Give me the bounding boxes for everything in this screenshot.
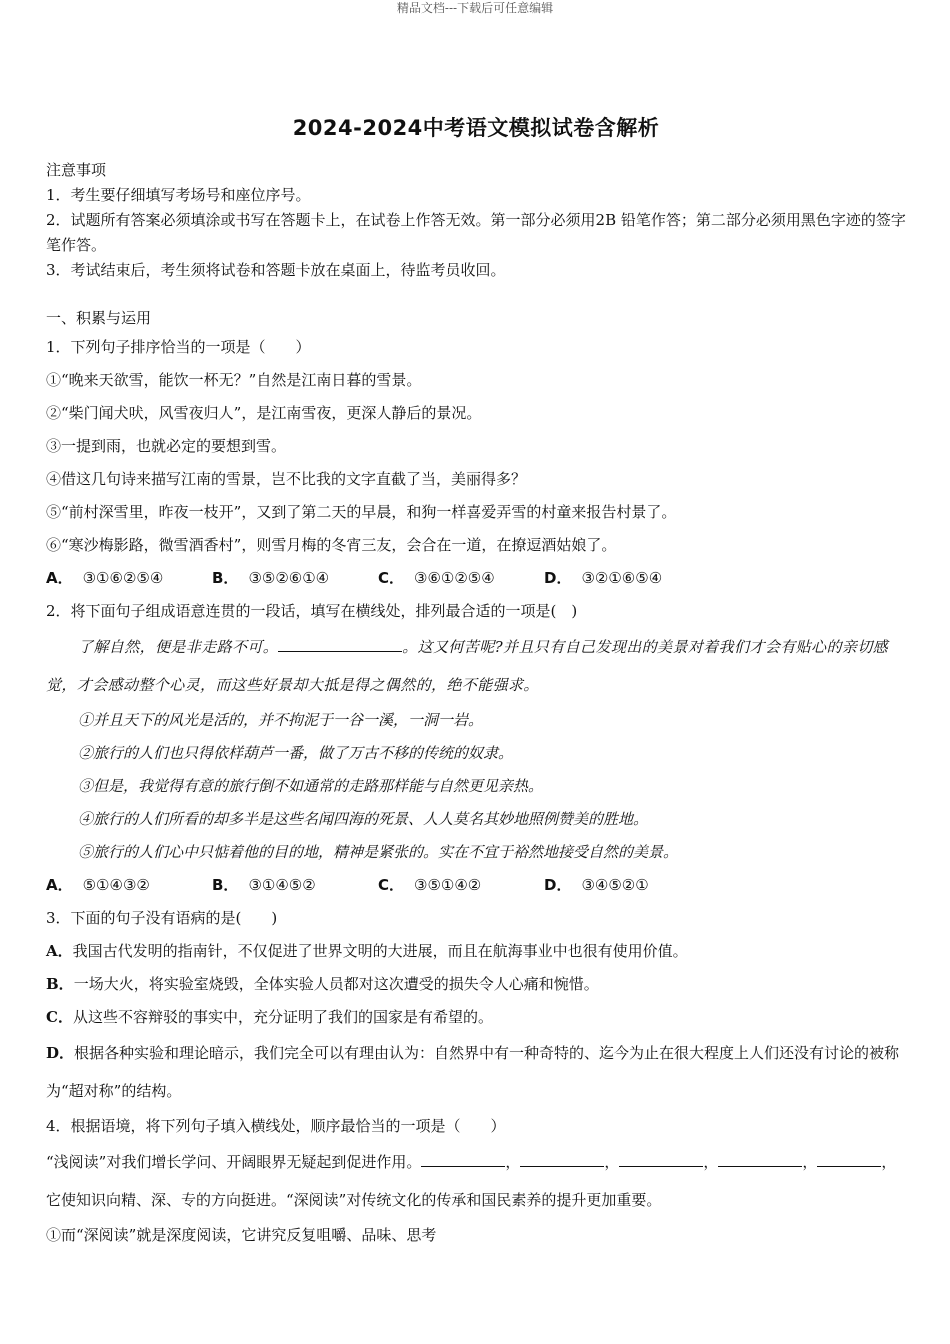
question-1-sentence: ③一提到雨，也就必定的要想到雪。 <box>46 437 287 455</box>
passage-text: 了解自然，便是非走路不可。 <box>78 638 279 656</box>
question-1-sentence: ①“晚来天欲雪，能饮一杯无？”自然是江南日暮的雪景。 <box>46 371 422 389</box>
question-1-sentence: ②“柴门闻犬吠，风雪夜归人”，是江南雪夜，更深人静后的景况。 <box>46 404 482 422</box>
answer-blank[interactable] <box>278 637 402 652</box>
header-note: 精品文档---下载后可任意编辑 <box>396 1 554 15</box>
question-2-passage <box>46 628 906 704</box>
question-4-passage: “浅阅读”对我们增长学问、开阔眼界无疑起到促进作用。 ， ， ， ， ，它使知识向精、深、专的方向挺进。“深阅读”对传统文化的传承和国民素养的提升更加重要。 <box>46 1153 897 1209</box>
answer-blank[interactable] <box>817 1152 861 1167</box>
option-b[interactable]: B．一场大火，将实验室烧毁，全体实验人员都对这次遭受的损失令人心痛和惋惜。 <box>46 975 599 993</box>
question-1-options <box>46 562 906 595</box>
notice-item: 3．考试结束后，考生须将试卷和答题卡放在桌面上，待监考员收回。 <box>46 261 506 279</box>
question-2-stem: 2．将下面句子组成语意连贯的一段话，填写在横线处，排列最合适的一项是( ) <box>46 602 578 620</box>
question-1-sentence: ⑤“前村深雪里，昨夜一枝开”，又到了第二天的早晨，和狗一样喜爱弄雪的村童来报告村景了。 <box>46 503 677 521</box>
passage-text: ，它使知识向精、深、专的方向挺进。“深阅读”对传统文化的传承和国民素养的提升更加重要。 <box>46 1153 897 1209</box>
question-3-stem: 3．下面的句子没有语病的是( ) <box>46 909 278 927</box>
option-d[interactable]: D． ③④⑤②① <box>544 876 649 894</box>
option-d[interactable]: D．根据各种实验和理论暗示，我们完全可以有理由认为：自然界中有一种奇特的、迄今为止在很大程度上人们还没有讨论的被称为“超对称”的结构。 <box>46 1044 900 1100</box>
passage-text: “浅阅读”对我们增长学问、开阔眼界无疑起到促进作用。 <box>46 1153 422 1171</box>
answer-blank[interactable] <box>619 1152 703 1167</box>
question-2-sentence: ②旅行的人们也只得依样葫芦一番，做了万古不移的传统的奴隶。 <box>78 744 514 762</box>
question-2-sentence: ③但是，我觉得有意的旅行倒不如通常的走路那样能与自然更见亲热。 <box>78 777 544 795</box>
question-4-sentence: ①而“深阅读”就是深度阅读，它讲究反复咀嚼、品味、思考 <box>46 1226 437 1244</box>
option-a[interactable]: A．我国古代发明的指南针，不仅促进了世界文明的大进展，而且在航海事业中也很有使用价值。 <box>46 942 688 960</box>
question-1-stem: 1．下列句子排序恰当的一项是（ ） <box>46 338 311 356</box>
question-2-sentence: ①并且天下的风光是活的，并不拘泥于一谷一溪，一洞一岩。 <box>78 711 484 729</box>
exam-page <box>46 110 906 1252</box>
notice-item: 2．试题所有答案必须填涂或书写在答题卡上，在试卷上作答无效。第一部分必须用2B 铅笔作答；第二部分必须用黑色字迹的签字笔作答。 <box>46 211 906 254</box>
question-4-stem: 4．根据语境，将下列句子填入横线处，顺序最恰当的一项是（ ） <box>46 1117 506 1135</box>
question-1-sentence: ⑥“寒沙梅影路，微雪酒香村”，则雪月梅的冬宵三友，会合在一道，在撩逗酒姑娘了。 <box>46 536 617 554</box>
answer-blank[interactable] <box>861 1152 881 1167</box>
option-d[interactable]: D． ③②①⑥⑤④ <box>544 569 663 587</box>
question-2-options <box>46 869 906 902</box>
passage-text: 。这又何苦呢?并且只有自己发现出的美景对着我们才会有贴心的亲切感觉，才会感动整个心灵，而这些好景却大抵是得之偶然的，绝不能强求。 <box>46 638 889 694</box>
option-c[interactable]: C． ③⑥①②⑤④ <box>378 569 495 587</box>
option-a[interactable]: A． ⑤①④③② <box>46 876 150 894</box>
answer-blank[interactable] <box>718 1152 802 1167</box>
page-title: 2024-2024中考语文模拟试卷含解析 <box>292 116 660 140</box>
notice-heading: 注意事项 <box>46 161 107 179</box>
option-c[interactable]: C． ③⑤①④② <box>378 876 482 894</box>
option-b[interactable]: B． ③①④⑤② <box>212 876 316 894</box>
option-b[interactable]: B． ③⑤②⑥①④ <box>212 569 330 587</box>
question-2-sentence: ⑤旅行的人们心中只惦着他的目的地，精神是紧张的。实在不宜于裕然地接受自然的美景。 <box>78 843 679 861</box>
notice-item: 1．考生要仔细填写考场号和座位序号。 <box>46 186 311 204</box>
question-1-sentence: ④借这几句诗来描写江南的雪景，岂不比我的文字直截了当，美丽得多？ <box>46 470 527 488</box>
option-a[interactable]: A． ③①⑥②⑤④ <box>46 569 164 587</box>
answer-blank[interactable] <box>421 1152 505 1167</box>
answer-blank[interactable] <box>520 1152 604 1167</box>
question-2-sentence: ④旅行的人们所看的却多半是这些名闻四海的死景、人人莫名其妙地照例赞美的胜地。 <box>78 810 649 828</box>
option-c[interactable]: C．从这些不容辩驳的事实中，充分证明了我们的国家是有希望的。 <box>46 1008 493 1026</box>
section-heading: 一、积累与运用 <box>46 309 152 327</box>
